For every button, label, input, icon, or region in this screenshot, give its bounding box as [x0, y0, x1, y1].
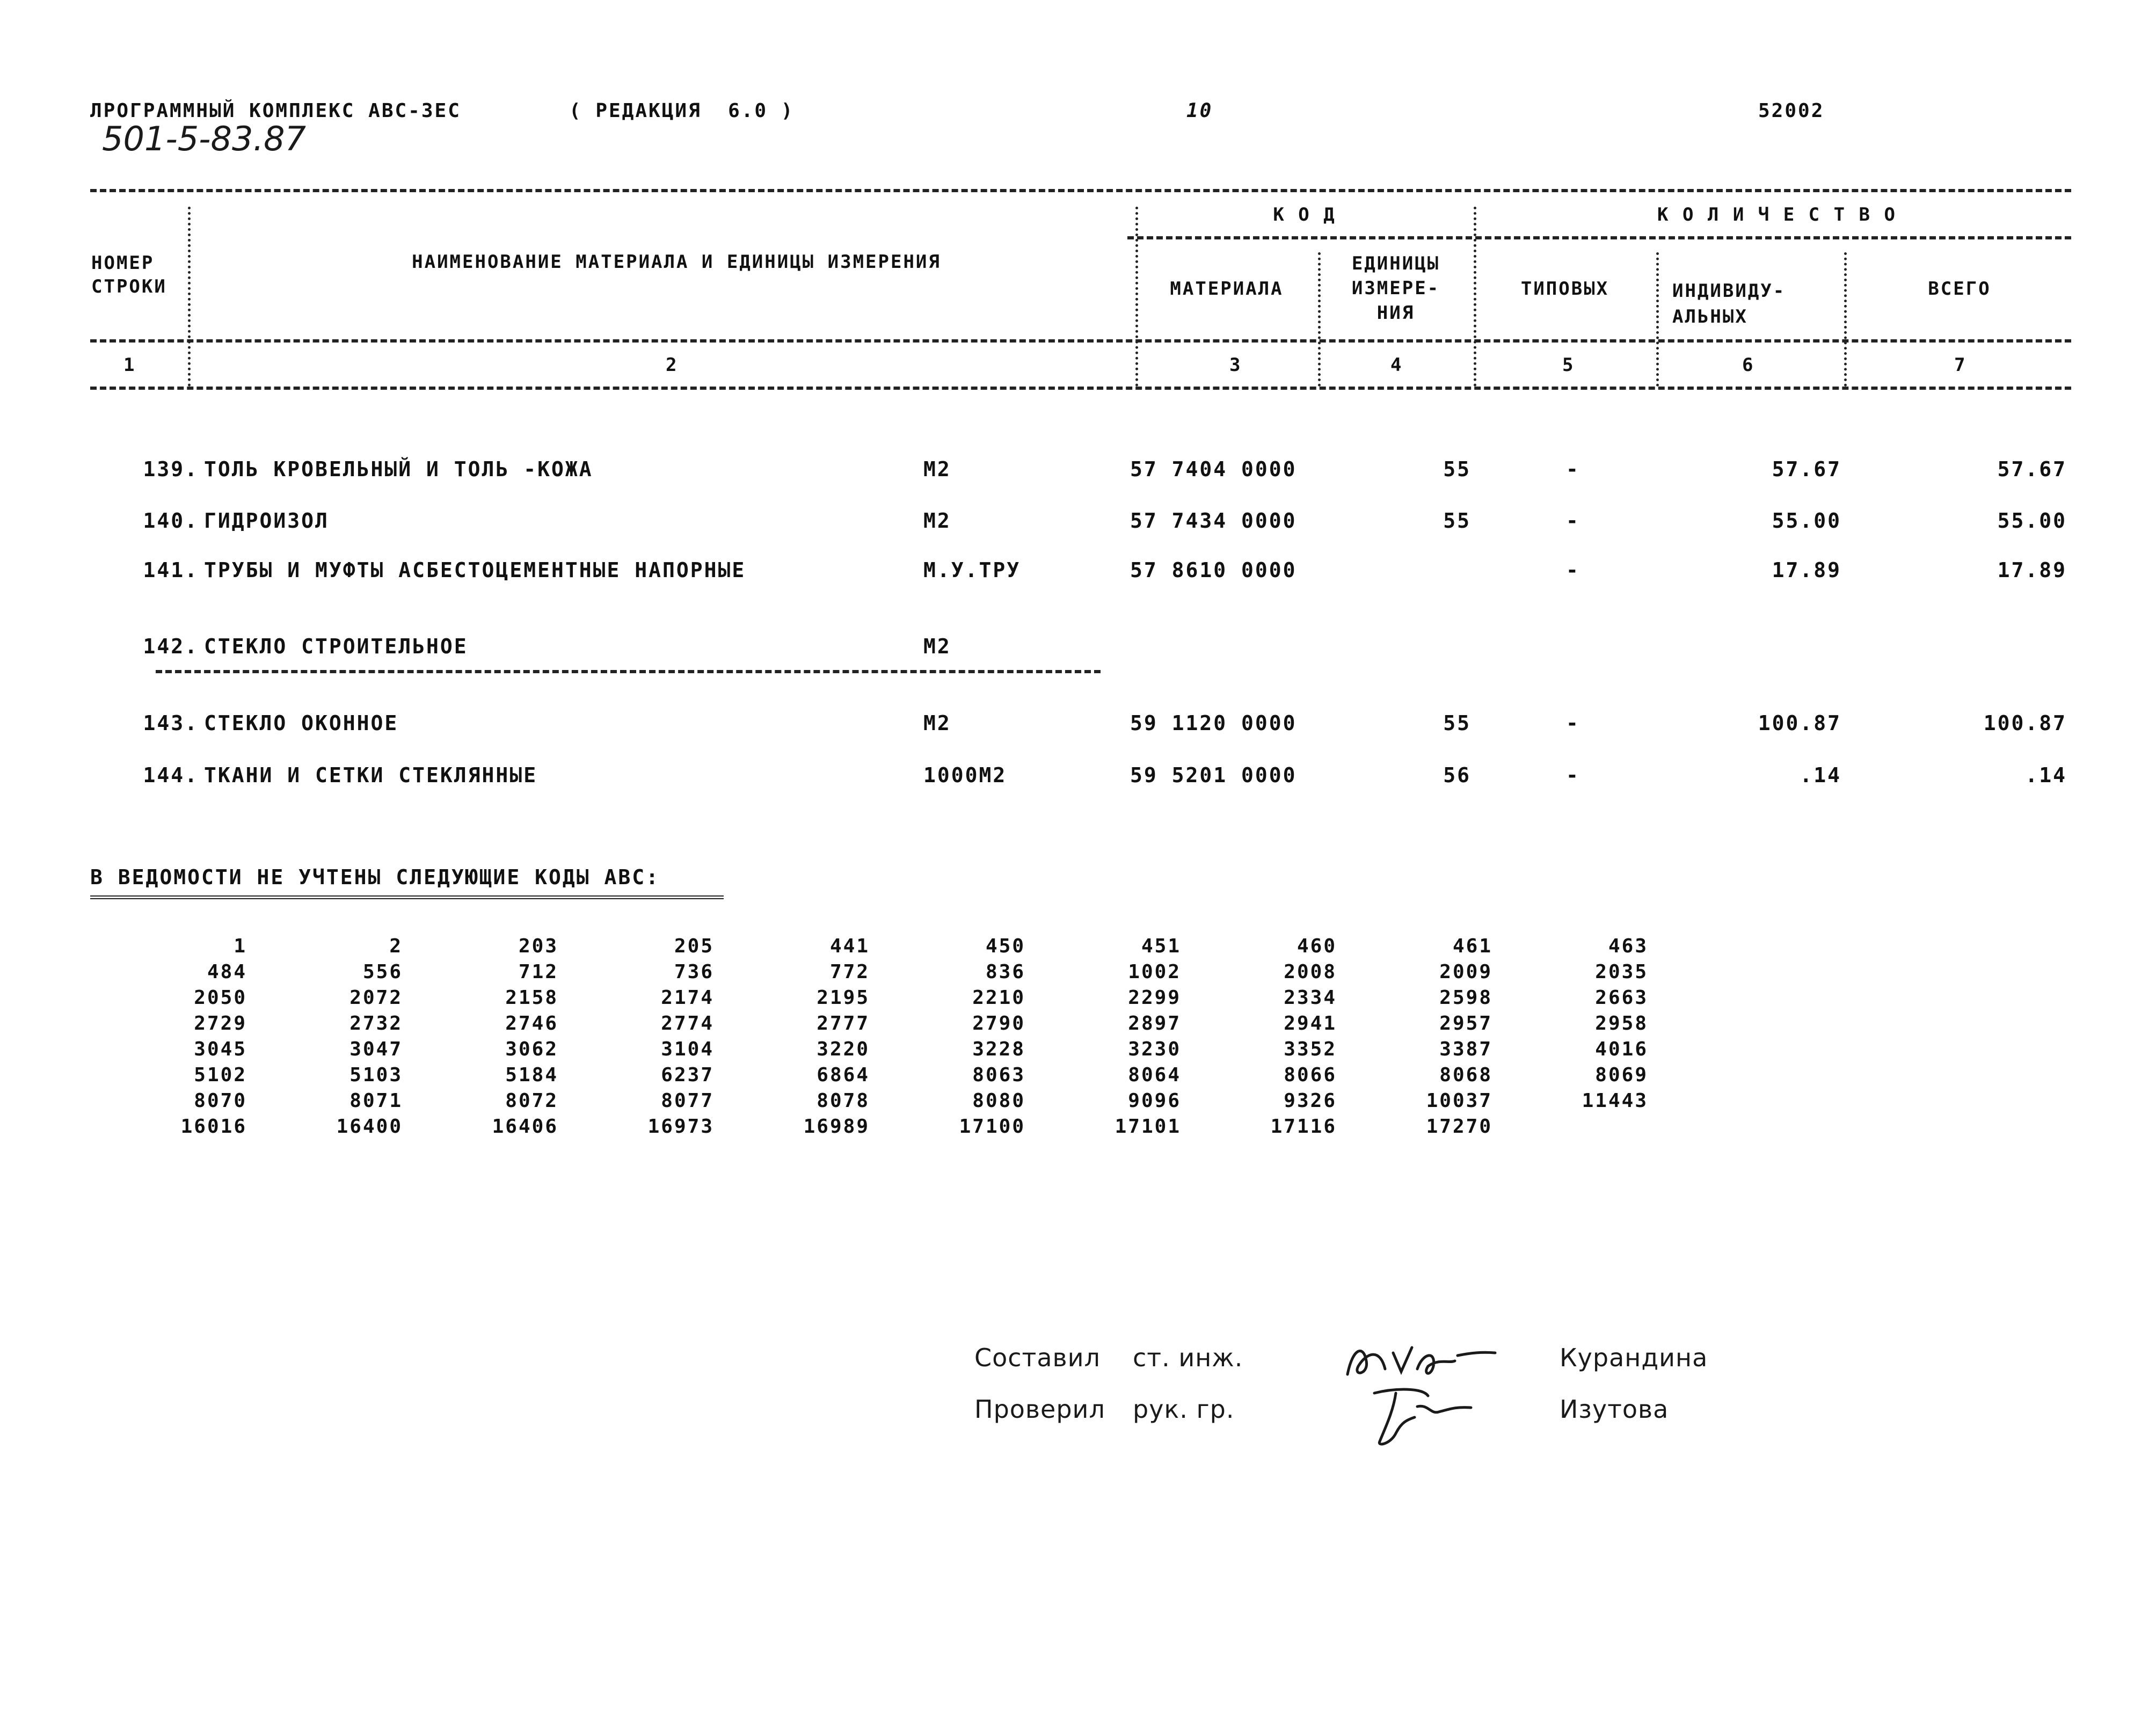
abc-code: 2729: [194, 1012, 247, 1035]
typical-qty: -: [1566, 711, 1580, 735]
header-separator: [1656, 252, 1659, 387]
checked-name: Изутова: [1560, 1395, 1669, 1424]
individual-qty: 17.89: [1772, 558, 1841, 582]
total-qty: 100.87: [1983, 711, 2067, 735]
header-separator: [1135, 207, 1138, 387]
abc-code: 3045: [194, 1038, 247, 1060]
col-unit-code-header: ЕДИНИЦЫ ИЗМЕРЕ- НИЯ: [1351, 253, 1440, 324]
quantity-group-header: К О Л И Ч Е С Т В О: [1657, 204, 1897, 225]
abc-code: 2008: [1284, 961, 1337, 983]
total-qty: .14: [2025, 763, 2067, 787]
abc-code: 712: [518, 961, 558, 983]
unit-code: 55: [1443, 509, 1471, 533]
abc-code: 3047: [349, 1038, 403, 1060]
abc-code: 17270: [1426, 1116, 1492, 1138]
unaccounted-title-rule: [90, 895, 724, 899]
total-qty: 17.89: [1997, 558, 2067, 582]
abc-code: 5103: [349, 1064, 403, 1086]
abc-code: 4016: [1595, 1038, 1648, 1060]
row-number: 142.: [143, 635, 199, 658]
abc-code: 10037: [1426, 1090, 1492, 1112]
abc-code: 8072: [505, 1090, 558, 1112]
col-number: 3: [1229, 354, 1242, 376]
checked-role: рук. гр.: [1133, 1395, 1235, 1424]
abc-code: 2009: [1439, 961, 1492, 983]
abc-code: 2598: [1439, 987, 1492, 1009]
col-individual-header: ИНДИВИДУ- АЛЬНЫХ: [1672, 280, 1786, 327]
col-number: 5: [1562, 354, 1575, 376]
abc-code: 461: [1452, 935, 1492, 957]
abc-code: 3220: [817, 1038, 870, 1060]
material-name: ГИДРОИЗОЛ: [204, 509, 329, 533]
unit: М.У.ТРУ: [923, 558, 1021, 582]
material-name: ТРУБЫ И МУФТЫ АСБЕСТОЦЕМЕНТНЫЕ НАПОРНЫЕ: [204, 558, 746, 582]
abc-code: 16989: [803, 1116, 870, 1138]
abc-code: 3228: [972, 1038, 1025, 1060]
abc-code: 8066: [1284, 1064, 1337, 1086]
abc-code: 2777: [817, 1012, 870, 1035]
abc-code: 5184: [505, 1064, 558, 1086]
group-sub-rule: [1127, 236, 2071, 239]
abc-code: 8078: [817, 1090, 870, 1112]
material-name: СТЕКЛО ОКОННОЕ: [204, 711, 399, 735]
unit: М2: [923, 711, 951, 735]
abc-code: 9326: [1284, 1090, 1337, 1112]
header-bottom-rule: [90, 339, 2071, 343]
doc-code: 52002: [1758, 100, 1825, 122]
abc-code: 460: [1296, 935, 1337, 957]
row-number: 143.: [143, 711, 199, 735]
total-qty: 55.00: [1997, 509, 2067, 533]
abc-code: 2941: [1284, 1012, 1337, 1035]
col-number: 6: [1742, 354, 1755, 376]
abc-code: 2174: [661, 987, 714, 1009]
compiled-label: Составил: [974, 1343, 1101, 1372]
abc-code: 1: [234, 935, 247, 957]
abc-code: 8063: [972, 1064, 1025, 1086]
abc-code: 772: [829, 961, 870, 983]
handwritten-signature-compiled: [1342, 1337, 1503, 1385]
abc-code: 3352: [1284, 1038, 1337, 1060]
row-number: 140.: [143, 509, 199, 533]
abc-code: 484: [207, 961, 247, 983]
abc-code: 16016: [180, 1116, 247, 1138]
col-number: 7: [1954, 354, 1967, 376]
abc-code: 3230: [1128, 1038, 1181, 1060]
abc-code: 2897: [1128, 1012, 1181, 1035]
abc-code: 8070: [194, 1090, 247, 1112]
col-number: 1: [123, 354, 136, 376]
individual-qty: 57.67: [1772, 457, 1841, 481]
individual-qty: 100.87: [1758, 711, 1841, 735]
abc-code: 450: [985, 935, 1025, 957]
compiled-role: ст. инж.: [1133, 1343, 1243, 1372]
abc-code: 2732: [349, 1012, 403, 1035]
abc-code: 2790: [972, 1012, 1025, 1035]
code-group-header: К О Д: [1273, 204, 1336, 225]
abc-code: 2210: [972, 987, 1025, 1009]
col-number: 2: [666, 354, 679, 376]
unit: М2: [923, 635, 951, 658]
abc-code: 2195: [817, 987, 870, 1009]
unit: М2: [923, 457, 951, 481]
col-number: 4: [1390, 354, 1403, 376]
header-separator: [1474, 207, 1476, 387]
abc-code: 17101: [1115, 1116, 1181, 1138]
abc-code: 2774: [661, 1012, 714, 1035]
abc-code: 8069: [1595, 1064, 1648, 1086]
material-name: ТОЛЬ КРОВЕЛЬНЫЙ И ТОЛЬ -КОЖА: [204, 457, 593, 481]
col-material-code-header: МАТЕРИАЛА: [1170, 278, 1284, 300]
col-row-number-header: НОМЕР СТРОКИ: [91, 252, 167, 297]
abc-code: 736: [674, 961, 714, 983]
total-qty: 57.67: [1997, 457, 2067, 481]
abc-code: 1002: [1128, 961, 1181, 983]
abc-code: 441: [829, 935, 870, 957]
abc-code: 2663: [1595, 987, 1648, 1009]
abc-code: 17116: [1270, 1116, 1337, 1138]
typical-qty: -: [1566, 509, 1580, 533]
abc-code: 3387: [1439, 1038, 1492, 1060]
abc-code: 6864: [817, 1064, 870, 1086]
abc-code: 16400: [336, 1116, 403, 1138]
abc-code: 836: [985, 961, 1025, 983]
abc-code: 2746: [505, 1012, 558, 1035]
edition-label: ( РЕДАКЦИЯ 6.0 ): [569, 100, 795, 122]
col-number-rule: [90, 387, 2071, 390]
abc-code: 16973: [647, 1116, 714, 1138]
abc-code: 463: [1608, 935, 1648, 957]
abc-code: 9096: [1128, 1090, 1181, 1112]
abc-code: 5102: [194, 1064, 247, 1086]
col-typical-header: ТИПОВЫХ: [1520, 278, 1609, 300]
page-number: 10: [1186, 100, 1213, 122]
abc-code: 451: [1141, 935, 1181, 957]
material-code: 57 8610 0000: [1130, 558, 1297, 582]
handwritten-signature-checked: [1364, 1385, 1503, 1449]
col-name-header: НАИМЕНОВАНИЕ МАТЕРИАЛА И ЕДИНИЦЫ ИЗМЕРЕНИЯ: [412, 251, 941, 273]
abc-code: 203: [518, 935, 558, 957]
abc-code: 2050: [194, 987, 247, 1009]
material-code: 59 5201 0000: [1130, 763, 1297, 787]
abc-code: 2299: [1128, 987, 1181, 1009]
abc-code: 8071: [349, 1090, 403, 1112]
individual-qty: .14: [1800, 763, 1841, 787]
material-name: СТЕКЛО СТРОИТЕЛЬНОЕ: [204, 635, 468, 658]
compiled-name: Курандина: [1560, 1343, 1708, 1372]
material-code: 59 1120 0000: [1130, 711, 1297, 735]
abc-code: 2: [389, 935, 403, 957]
typical-qty: -: [1566, 457, 1580, 481]
row-number: 139.: [143, 457, 199, 481]
abc-code: 16406: [492, 1116, 558, 1138]
material-code: 57 7434 0000: [1130, 509, 1297, 533]
program-title: ЛРОГРАММНЫЙ КОМПЛЕКС АВС-ЗЕС: [90, 100, 461, 122]
unit: 1000М2: [923, 763, 1007, 787]
abc-code: 3062: [505, 1038, 558, 1060]
unit-code: 55: [1443, 711, 1471, 735]
handwritten-reference: 501-5-83.87: [102, 119, 307, 158]
header-separator: [1318, 252, 1321, 387]
row-number: 144.: [143, 763, 199, 787]
header-separator: [1844, 252, 1847, 387]
individual-qty: 55.00: [1772, 509, 1841, 533]
unit-code: 56: [1443, 763, 1471, 787]
abc-code: 2958: [1595, 1012, 1648, 1035]
abc-code: 2072: [349, 987, 403, 1009]
typical-qty: -: [1566, 763, 1580, 787]
abc-code: 8064: [1128, 1064, 1181, 1086]
material-code: 57 7404 0000: [1130, 457, 1297, 481]
abc-code: 8068: [1439, 1064, 1492, 1086]
abc-code: 2035: [1595, 961, 1648, 983]
abc-code: 205: [674, 935, 714, 957]
abc-code: 8077: [661, 1090, 714, 1112]
abc-code: 2957: [1439, 1012, 1492, 1035]
abc-code: 8080: [972, 1090, 1025, 1112]
unit-code: 55: [1443, 457, 1471, 481]
abc-code: 3104: [661, 1038, 714, 1060]
typical-qty: -: [1566, 558, 1580, 582]
abc-code: 17100: [959, 1116, 1025, 1138]
unit: М2: [923, 509, 951, 533]
col-total-header: ВСЕГО: [1928, 278, 1991, 300]
checked-label: Проверил: [974, 1395, 1105, 1424]
abc-code: 11443: [1582, 1090, 1648, 1112]
table-top-rule: [90, 189, 2071, 192]
section-rule: [156, 670, 1101, 673]
abc-code: 6237: [661, 1064, 714, 1086]
row-number: 141.: [143, 558, 199, 582]
abc-code: 2158: [505, 987, 558, 1009]
abc-code: 556: [362, 961, 403, 983]
material-name: ТКАНИ И СЕТКИ СТЕКЛЯННЫЕ: [204, 763, 538, 787]
header-separator: [188, 207, 191, 387]
unaccounted-title: В ВЕДОМОСТИ НЕ УЧТЕНЫ СЛЕДУЮЩИЕ КОДЫ АВС:: [90, 865, 660, 889]
abc-code: 2334: [1284, 987, 1337, 1009]
